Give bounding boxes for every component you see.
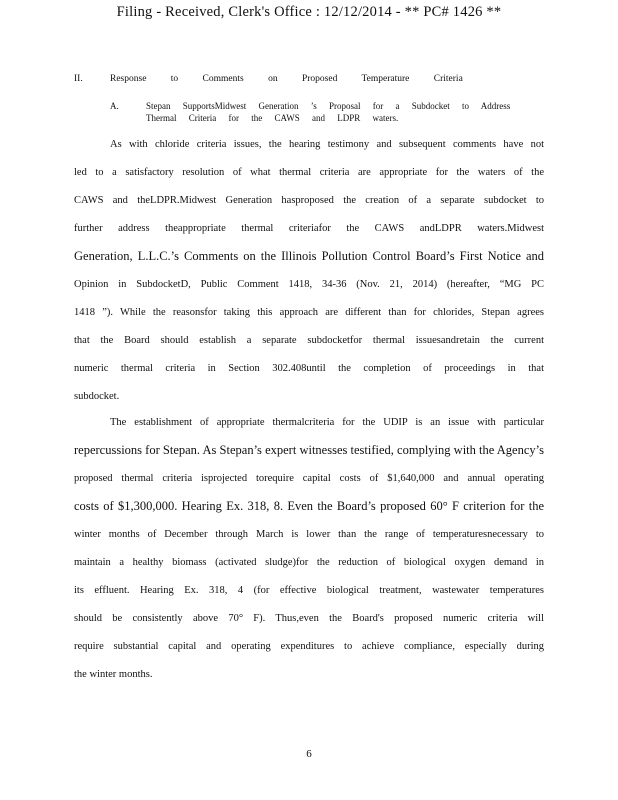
section-title: Response to Comments on Proposed Temperature Criteria [110,74,463,84]
text-line: CAWS and theLDPR.Midwest Generation hasproposed the creation of a separate subdocket to [74,195,544,206]
subsection-letter: A. [110,101,119,111]
subsection-title [146,100,536,124]
text-line: led to a satisfactory resolution of what thermal criteria are appropriate for the waters of the [74,167,544,178]
text-line: repercussions for Stepan. As Stepan’s expert witnesses testified, complying with the Agency’s [74,443,544,457]
section-number: II. [74,74,83,84]
text-line: further address theappropriate thermal criteriafor the CAWS andLDPR waters.Midwest [74,223,544,234]
text-line: the winter months. [74,669,153,680]
text-line: require substantial capital and operating expenditures to achieve compliance, especially during [74,641,544,652]
page-number: 6 [306,748,312,760]
text-line: maintain a healthy biomass (activated sludge)for the reduction of biological oxygen demand in [74,557,544,568]
text-line: that the Board should establish a separate subdocketfor thermal issuesandretain the current [74,335,544,346]
text-line: numeric thermal criteria in Section 302.408until the completion of proceedings in that [74,363,544,374]
text-line: costs of $1,300,000. Hearing Ex. 318, 8. Even the Board’s proposed 60° F criterion for the [74,499,544,513]
text-line: 1418 ”). While the reasonsfor taking this approach are different than for chlorides, Stepan agrees [74,307,544,318]
text-line: subdocket. [74,391,120,402]
text-line: The establishment of appropriate thermalcriteria for the UDIP is an issue with particular [110,417,544,428]
text-line: As with chloride criteria issues, the hearing testimony and subsequent comments have not [110,139,544,150]
text-line: proposed thermal criteria isprojected torequire capital costs of $1,640,000 and annual operating [74,473,544,484]
subsection-title-line: Stepan SupportsMidwest Generation ’s Proposal for a Subdocket to Address [146,101,511,111]
subsection-title-line: Thermal Criteria for the CAWS and LDPR waters. [146,113,399,123]
text-line: winter months of December through March is lower than the range of temperaturesnecessary to [74,529,544,540]
text-line: its effluent. Hearing Ex. 318, 4 (for effective biological treatment, wastewater temperatures [74,585,544,596]
text-line: Generation, L.L.C.’s Comments on the Illinois Pollution Control Board’s First Notice and [74,249,544,263]
filing-header: Filing - Received, Clerk's Office : 12/12/2014 - ** PC# 1426 ** [116,4,502,20]
text-line: Opinion in SubdocketD, Public Comment 1418, 34-36 (Nov. 21, 2014) (hereafter, “MG PC [74,279,544,290]
text-line: should be consistently above 70° F). Thus,even the Board's proposed numeric criteria will [74,613,544,624]
